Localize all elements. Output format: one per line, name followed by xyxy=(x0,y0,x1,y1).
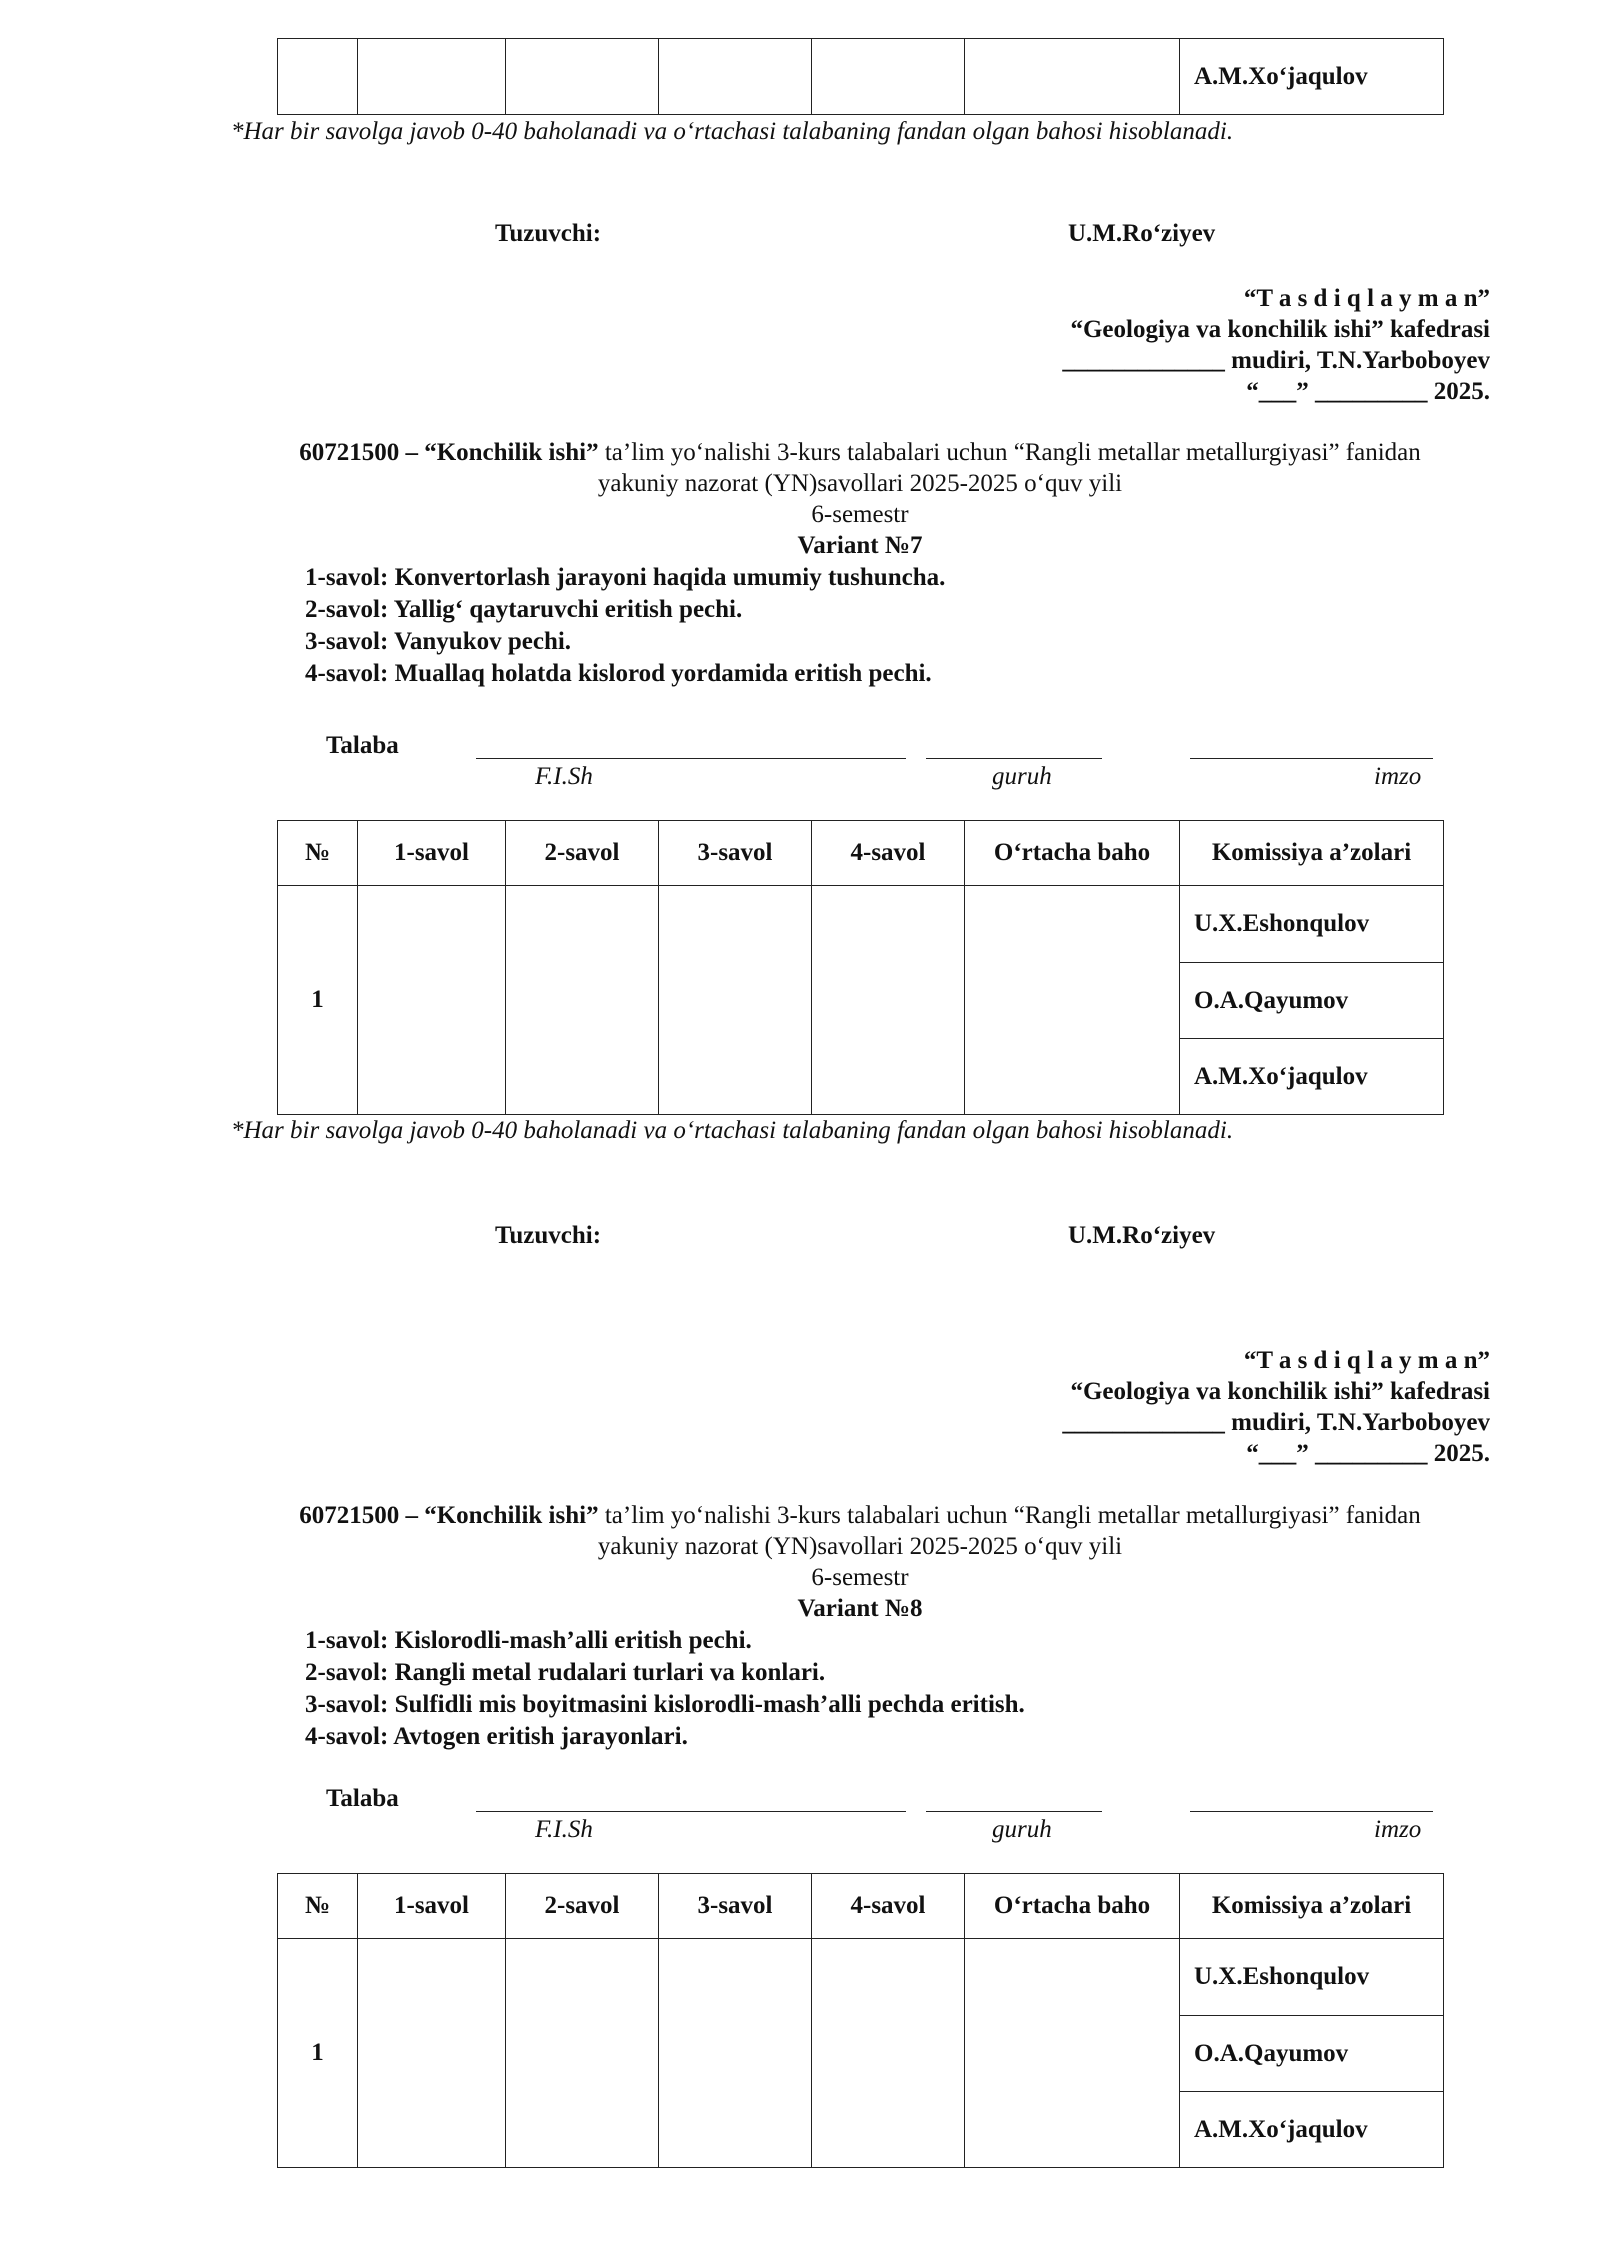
compiler-label: Tuzuvchi: xyxy=(495,1222,602,1249)
question-3: 3-savol: Vanyukov pechi. xyxy=(305,628,572,655)
header-line2: yakuniy nazorat (YN)savollari 2025-2025 o‘quv yili xyxy=(597,470,1123,497)
fish-caption: F.I.Sh xyxy=(535,1816,593,1843)
fish-line[interactable] xyxy=(476,758,906,759)
header-no: № xyxy=(278,821,358,886)
cell xyxy=(659,39,812,115)
question-4: 4-savol: Muallaq holatda kislorod yordamida eritish pechi. xyxy=(305,660,932,687)
group-caption: guruh xyxy=(992,763,1052,790)
score-cell[interactable] xyxy=(812,886,965,1115)
top-grade-table xyxy=(277,38,1444,115)
signature-line[interactable] xyxy=(1190,758,1433,759)
question-2: 2-savol: Rangli metal rudalari turlari va konlari. xyxy=(305,1659,826,1686)
score-cell[interactable] xyxy=(358,1939,506,2168)
signature-line[interactable] xyxy=(1190,1811,1433,1812)
commission-member: O.A.Qayumov xyxy=(1180,963,1444,1039)
fish-caption: F.I.Sh xyxy=(535,763,593,790)
group-line[interactable] xyxy=(926,758,1102,759)
approval-head: _____________ mudiri, T.N.Yarboboyev xyxy=(1062,1409,1490,1436)
header-line1 xyxy=(0,1500,1600,1531)
cell xyxy=(358,39,506,115)
approval-block xyxy=(1062,283,1490,407)
cell xyxy=(506,39,659,115)
header-average: O‘rtacha baho xyxy=(965,1874,1180,1939)
student-label: Talaba xyxy=(326,732,399,759)
score-cell[interactable] xyxy=(506,886,659,1115)
row-number: 1 xyxy=(278,886,358,1115)
exam-header xyxy=(0,437,1600,561)
grade-table xyxy=(277,820,1444,1115)
cell xyxy=(812,39,965,115)
group-caption: guruh xyxy=(992,1816,1052,1843)
compiler-label: Tuzuvchi: xyxy=(495,220,602,247)
question-1: 1-savol: Konvertorlash jarayoni haqida umumiy tushuncha. xyxy=(305,564,946,591)
header-commission: Komissiya a’zolari xyxy=(1180,1874,1444,1939)
group-line[interactable] xyxy=(926,1811,1102,1812)
variant-title: Variant №8 xyxy=(797,1595,923,1622)
score-cell[interactable] xyxy=(506,1939,659,2168)
fish-line[interactable] xyxy=(476,1811,906,1812)
approval-dept: “Geologiya va konchilik ishi” kafedrasi xyxy=(1070,1378,1490,1405)
sign-caption: imzo xyxy=(1374,1816,1422,1843)
student-label: Talaba xyxy=(326,1785,399,1812)
score-cell[interactable] xyxy=(812,1939,965,2168)
compiler-name: U.M.Ro‘ziyev xyxy=(1068,1222,1216,1249)
sign-caption: imzo xyxy=(1374,763,1422,790)
approval-head: _____________ mudiri, T.N.Yarboboyev xyxy=(1062,347,1490,374)
header-q2: 2-savol xyxy=(506,1874,659,1939)
question-1: 1-savol: Kislorodli-mash’alli eritish pechi. xyxy=(305,1627,752,1654)
header-q1: 1-savol xyxy=(358,1874,506,1939)
header-commission: Komissiya a’zolari xyxy=(1180,821,1444,886)
header-rest: ta’lim yo‘nalishi 3-kurs talabalari uchun “Rangli metallar metallurgiyasi” fanidan xyxy=(598,439,1421,466)
average-cell[interactable] xyxy=(965,1939,1180,2168)
average-cell[interactable] xyxy=(965,886,1180,1115)
semester: 6-semestr xyxy=(811,1564,909,1591)
header-average: O‘rtacha baho xyxy=(965,821,1180,886)
approval-date: “___” _________ 2025. xyxy=(1246,378,1490,405)
header-q4: 4-savol xyxy=(812,821,965,886)
approval-block xyxy=(1062,1345,1490,1469)
header-code: 60721500 – “Konchilik ishi” xyxy=(299,439,599,466)
header-code: 60721500 – “Konchilik ishi” xyxy=(299,1502,599,1529)
header-q3: 3-savol xyxy=(659,1874,812,1939)
score-cell[interactable] xyxy=(659,886,812,1115)
header-line2: yakuniy nazorat (YN)savollari 2025-2025 o‘quv yili xyxy=(597,1533,1123,1560)
commission-member: U.X.Eshonqulov xyxy=(1180,886,1444,963)
semester: 6-semestr xyxy=(811,501,909,528)
exam-header xyxy=(0,1500,1600,1624)
question-4: 4-savol: Avtogen eritish jarayonlari. xyxy=(305,1723,688,1750)
approval-dept: “Geologiya va konchilik ishi” kafedrasi xyxy=(1070,316,1490,343)
row-number: 1 xyxy=(278,1939,358,2168)
score-cell[interactable] xyxy=(358,886,506,1115)
compiler-name: U.M.Ro‘ziyev xyxy=(1068,220,1216,247)
header-q2: 2-savol xyxy=(506,821,659,886)
approval-title: “T a s d i q l a y m a n” xyxy=(1243,1347,1490,1374)
grading-note: *Har bir savolga javob 0-40 baholanadi va o‘rtachasi talabaning fandan olgan bahosi hisoblanadi. xyxy=(231,1117,1234,1144)
approval-title: “T a s d i q l a y m a n” xyxy=(1243,285,1490,312)
question-list xyxy=(305,1625,1025,1753)
commission-member: A.M.Xo‘jaqulov xyxy=(1180,39,1444,115)
variant-title: Variant №7 xyxy=(797,532,923,559)
commission-member: A.M.Xo‘jaqulov xyxy=(1180,2092,1444,2168)
commission-member: O.A.Qayumov xyxy=(1180,2016,1444,2092)
grading-note: *Har bir savolga javob 0-40 baholanadi va o‘rtachasi talabaning fandan olgan bahosi hisoblanadi. xyxy=(231,118,1234,145)
grade-table xyxy=(277,1873,1444,2168)
question-2: 2-savol: Yallig‘ qaytaruvchi eritish pechi. xyxy=(305,596,743,623)
header-q3: 3-savol xyxy=(659,821,812,886)
header-no: № xyxy=(278,1874,358,1939)
cell xyxy=(278,39,358,115)
header-line1 xyxy=(0,437,1600,468)
approval-date: “___” _________ 2025. xyxy=(1246,1440,1490,1467)
score-cell[interactable] xyxy=(659,1939,812,2168)
question-list xyxy=(305,562,945,690)
header-rest: ta’lim yo‘nalishi 3-kurs talabalari uchun “Rangli metallar metallurgiyasi” fanidan xyxy=(598,1502,1421,1529)
commission-member: A.M.Xo‘jaqulov xyxy=(1180,1039,1444,1115)
header-q4: 4-savol xyxy=(812,1874,965,1939)
commission-member: U.X.Eshonqulov xyxy=(1180,1939,1444,2016)
cell xyxy=(965,39,1180,115)
question-3: 3-savol: Sulfidli mis boyitmasini kislorodli-mash’alli pechda eritish. xyxy=(305,1691,1025,1718)
header-q1: 1-savol xyxy=(358,821,506,886)
